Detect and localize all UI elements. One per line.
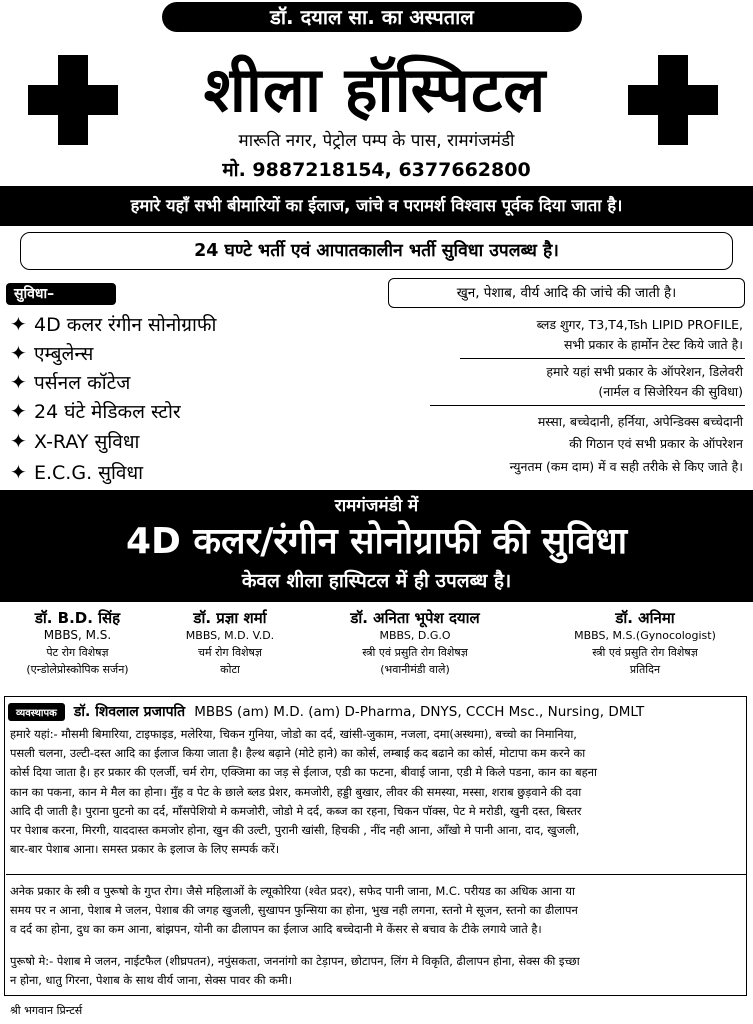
manager-line	[8, 701, 748, 721]
doctor-degree: MBBS, M.D. V.D.	[185, 629, 275, 642]
doctor-note: कोटा	[220, 663, 240, 676]
facility-item	[10, 340, 93, 366]
facility-item	[10, 311, 216, 337]
doctor-name: डॉ. अनिमा	[615, 609, 675, 627]
womens-health-paragraph	[10, 882, 744, 940]
info-line: (नार्मल व सिजेरियन की सुविधा)	[598, 384, 743, 399]
doctor-name: डॉ. B.D. सिंह	[34, 609, 121, 627]
sonography-line1: रामगंजमंडी में	[334, 496, 419, 516]
info-line: हमारे यहां सभी प्रकार के ऑपरेशन, डिलेवरी	[546, 364, 743, 379]
paragraph-line: आदि दी जाती है। पुराना घुटनो का दर्द, माँसपेशियो मे कमजोरी, जोडो मे दर्द, कब्ज का रहना, चिकन पॉक्स, पेट मे मरोडी, खुनी दस्त, बिस्तर	[10, 803, 582, 818]
paragraph-line: समय पर न आना, पेशाब मे जलन, पेशाब की जगह खुजली, सुखापन फुन्सिया का होना, भुख नही लगना, स्तनो मे सूजन, स्तनो का ढीलापन	[10, 903, 578, 918]
star-icon: ✦	[10, 312, 27, 336]
sonography-banner	[0, 490, 753, 602]
facility-item	[10, 459, 143, 485]
doctor-name: डॉ. प्रज्ञा शर्मा	[193, 609, 267, 627]
tagline-bar	[0, 186, 753, 226]
facility-label: X-RAY सुविधा	[34, 431, 140, 453]
doctor-card	[155, 610, 305, 678]
info-line: की गिठान एवं सभी प्रकार के ऑपरेशन	[569, 436, 743, 451]
info-line: न्युनतम (कम दाम) में व सही तरीके से किए जाते है।	[509, 459, 743, 474]
info-line: ब्लड शुगर, T3,T4,Tsh LIPID PROFILE,	[536, 317, 743, 332]
sonography-line3: केवल शीला हास्पिटल में ही उपलब्ध है।	[241, 570, 512, 592]
manager-label: व्यवस्थापक	[8, 703, 65, 721]
manager-name: डॉ. शिवलाल प्रजापति	[73, 704, 186, 720]
mens-health-paragraph	[10, 952, 744, 990]
services-paragraph	[10, 725, 744, 859]
divider	[430, 405, 745, 406]
printer-credit: श्री भगवान प्रिन्टर्स	[10, 1004, 83, 1017]
star-icon: ✦	[10, 370, 27, 394]
doctor-note: प्रतिदिन	[629, 663, 661, 676]
divider	[6, 874, 747, 875]
divider	[460, 358, 745, 359]
tagline-text: हमारे यहाँ सभी बीमारियों का ईलाज, जांचे व परामर्श विश्वास पूर्वक दिया जाता है।	[130, 196, 623, 215]
info-line: मस्सा, बच्चेदानी, हर्निया, अपेन्डिक्स बच्चेदानी	[537, 414, 743, 429]
doctor-speciality: स्त्री एवं प्रसुति रोग विशेषज्ञ	[592, 646, 698, 659]
hospital-address: मारूति नगर, पेट्रोल पम्प के पास, रामगंजमंडी	[238, 131, 515, 151]
paragraph-line: कान का पकना, कान मे मैल का होना। मुँह व पेट के छाले ब्लड प्रेशर, कमजोरी, हड्डी बुखार, लीवर की समस्या, मस्सा, शराब छुड़वाने की दवा	[10, 784, 582, 799]
doctor-speciality: चर्म रोग विशेषज्ञ	[198, 646, 262, 659]
facility-label: 4D कलर रंगीन सोनोग्राफी	[34, 314, 217, 336]
top-banner-text: डॉ. दयाल सा. का अस्पताल	[270, 5, 474, 29]
paragraph-line: पसली चलना, उल्टी-दस्त आदि का ईलाज किया जाता है। हैल्थ बढ़ाने (मोटे हाने) का कोर्स, लम्बाई कद बढाने का कोर्स, मोटापा कम करने का	[10, 746, 586, 761]
doctor-card	[0, 610, 155, 678]
star-icon: ✦	[10, 341, 27, 365]
admission-notice-box	[20, 232, 733, 270]
doctor-card	[540, 610, 750, 678]
doctor-degree: MBBS, M.S.	[43, 628, 112, 642]
doctor-speciality: स्त्री एवं प्रसुति रोग विशेषज्ञ	[362, 646, 468, 659]
facility-item	[10, 428, 139, 454]
paragraph-line: हमारे यहां:- मौसमी बिमारिया, टाइफाइड, मलेरिया, चिकन गुनिया, जोडो का दर्द, खांसी-जुकाम, नजला, दमा(अस्थमा), बच्चो का निमानिया,	[10, 727, 577, 741]
manager-qualifications: MBBS (am) M.D. (am) D-Pharma, DNYS, CCCH Msc., Nursing, DMLT	[194, 704, 645, 720]
facility-label: पर्सनल कॉटेज	[34, 372, 131, 394]
paragraph-line: कोर्स दिया जाता है। हर प्रकार की एलर्जी, चर्म रोग, एक्जिमा का जड़ से ईलाज, एडी का फटना, बीवाई जाना, एडी मे किले पडना, कान का बहना	[10, 765, 597, 780]
sonography-line2: 4D कलर/रंगीन सोनोग्राफी की सुविधा	[125, 521, 628, 562]
doctor-note: (एन्डोलेप्रोस्कोपिक सर्जन)	[26, 663, 129, 676]
star-icon: ✦	[10, 429, 27, 453]
facility-label: 24 घंटे मेडिकल स्टोर	[34, 401, 181, 423]
top-banner	[162, 2, 582, 32]
doctor-speciality: पेट रोग विशेषज्ञ	[46, 646, 109, 659]
doctor-note: (भवानीमंडी वाले)	[380, 663, 450, 676]
tests-box	[388, 278, 745, 308]
facility-item	[10, 369, 130, 395]
info-line: सभी प्रकार के हार्मोन टेस्ट किये जाते है।	[563, 337, 743, 352]
doctor-degree: MBBS, M.S.(Gynocologist)	[574, 629, 716, 642]
facilities-heading-text: सुविधा–	[14, 286, 55, 302]
star-icon: ✦	[10, 399, 27, 423]
facility-label: E.C.G. सुविधा	[34, 462, 144, 484]
paragraph-line: बार-बार पेशाब आना। समस्त प्रकार के इलाज के लिए सम्पर्क करें।	[10, 842, 280, 857]
facility-item	[10, 398, 181, 424]
star-icon: ✦	[10, 460, 27, 484]
facilities-heading	[6, 283, 116, 305]
tests-box-text: खुन, पेशाब, वीर्य आदि की जांचे की जाती है।	[456, 285, 677, 301]
phone-numbers: मो. 9887218154, 6377662800	[222, 159, 531, 181]
facility-label: एम्बुलेन्स	[34, 343, 94, 365]
doctor-degree: MBBS, D.G.O	[379, 629, 451, 642]
hospital-name: शीला हॉस्पिटल	[203, 53, 547, 126]
paragraph-line: पुरूषो मे:- पेशाब मे जलन, नाईटफैल (शीघ्रपतन), नपुंसकता, जननांगो का टेड़ापन, छोटापन, लिंग मे विकृति, ढीलापन होना, सेक्स की इच्छा	[10, 954, 580, 968]
paragraph-line: अनेक प्रकार के स्त्री व पुरूषो के गुप्त रोग। जैसे महिलाओं के ल्यूकोरिया (श्वेत प्रदर), सफेद पानी जाना, M.C. परीयड का अधिक आना या	[10, 884, 575, 898]
paragraph-line: न होना, धातु गिरना, पेशाब के साथ वीर्य जाना, सेक्स पावर की कमी।	[10, 973, 293, 988]
doctor-card	[305, 610, 525, 678]
paragraph-line: पर पेशाब करना, मिरगी, याददास्त कमजोर होना, खुन की उल्टी, पुरानी खांसी, हिचकी , नींद नही आना, आँखो मे पानी आना, दाद, खुजली,	[10, 823, 580, 838]
doctor-name: डॉ. अनिता भूपेश दयाल	[350, 609, 480, 627]
admission-notice-text: 24 घण्टे भर्ती एवं आपातकालीन भर्ती सुविधा उपलब्ध है।	[194, 241, 559, 261]
paragraph-line: व दर्द का होना, दुध का कम आना, बांझपन, योनी का ढीलापन का ईलाज आदि बच्चेदानी मे केंसर से बचाव के टीके लगाये जाते है।	[10, 922, 542, 937]
